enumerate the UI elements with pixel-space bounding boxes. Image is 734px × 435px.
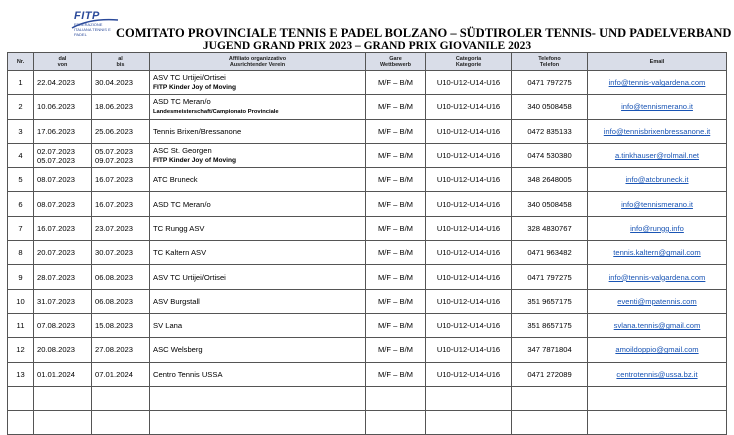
cell-phone: 347 7871804 (512, 338, 588, 362)
cell-date-to: 23.07.2023 (92, 216, 150, 240)
cell-date-from: 08.07.2023 (34, 192, 92, 216)
table-row (8, 143, 727, 167)
empty-cell (150, 411, 366, 435)
cell-phone: 351 9657175 (512, 289, 588, 313)
cell-club: ASC Welsberg (150, 338, 366, 362)
cell-club: Centro Tennis USSA (150, 362, 366, 386)
cell-gare: M/F – B/M (366, 265, 426, 289)
cell-phone: 0471 963482 (512, 241, 588, 265)
cell-date-from: 31.07.2023 (34, 289, 92, 313)
cell-club: ATC Bruneck (150, 168, 366, 192)
cell-date-to: 06.08.2023 (92, 289, 150, 313)
cell-gare: M/F – B/M (366, 338, 426, 362)
table-row (8, 313, 727, 337)
email-link[interactable]: info@tennismerano.it (621, 199, 693, 209)
cell-nr: 7 (8, 216, 34, 240)
col-nr: Nr. (8, 53, 34, 71)
cell-email (588, 241, 727, 265)
cell-nr: 6 (8, 192, 34, 216)
cell-phone: 340 0508458 (512, 192, 588, 216)
table-body (8, 71, 727, 435)
empty-cell (366, 386, 426, 410)
col-al: al bis (92, 53, 150, 71)
cell-club: SV Lana (150, 313, 366, 337)
cell-nr: 3 (8, 119, 34, 143)
empty-cell (92, 411, 150, 435)
table-row (8, 216, 727, 240)
cell-email (588, 168, 727, 192)
cell-gare: M/F – B/M (366, 119, 426, 143)
cell-category: U10-U12-U14-U16 (426, 95, 512, 119)
cell-nr: 13 (8, 362, 34, 386)
col-dal: dal von (34, 53, 92, 71)
cell-date-to: 05.07.2023 09.07.2023 (92, 143, 150, 167)
cell-category: U10-U12-U14-U16 (426, 168, 512, 192)
logo-text: FITP (74, 10, 100, 22)
cell-email (588, 119, 727, 143)
cell-date-to: 16.07.2023 (92, 192, 150, 216)
cell-gare: M/F – B/M (366, 313, 426, 337)
cell-date-from: 20.07.2023 (34, 241, 92, 265)
cell-gare: M/F – B/M (366, 192, 426, 216)
empty-cell (150, 386, 366, 410)
cell-email (588, 362, 727, 386)
cell-club: TC Rungg ASV (150, 216, 366, 240)
cell-nr: 5 (8, 168, 34, 192)
cell-date-to: 27.08.2023 (92, 338, 150, 362)
cell-gare: M/F – B/M (366, 241, 426, 265)
empty-row (8, 411, 727, 435)
cell-email (588, 338, 727, 362)
cell-date-from: 02.07.2023 05.07.2023 (34, 143, 92, 167)
cell-phone: 0472 835133 (512, 119, 588, 143)
cell-nr: 4 (8, 143, 34, 167)
empty-cell (512, 386, 588, 410)
empty-row (8, 386, 727, 410)
cell-gare: M/F – B/M (366, 216, 426, 240)
col-telefono: Telefono Telefon (512, 53, 588, 71)
col-affiliato: Affiliato organizzativo Ausrichtender Verein (150, 53, 366, 71)
email-link[interactable]: eventi@mpatennis.com (617, 296, 697, 306)
cell-club: ASC St. Georgen FITP Kinder Joy of Moving (150, 143, 366, 167)
cell-club: ASV TC Urtijei/Ortisei FITP Kinder Joy of Moving (150, 71, 366, 95)
cell-club: TC Kaltern ASV (150, 241, 366, 265)
table-row (8, 362, 727, 386)
cell-phone: 0474 530380 (512, 143, 588, 167)
cell-category: U10-U12-U14-U16 (426, 313, 512, 337)
cell-gare: M/F – B/M (366, 95, 426, 119)
col-email: Email (588, 53, 727, 71)
cell-category: U10-U12-U14-U16 (426, 71, 512, 95)
cell-email (588, 216, 727, 240)
cell-gare: M/F – B/M (366, 143, 426, 167)
email-link[interactable]: info@atcbruneck.it (625, 175, 689, 185)
cell-phone: 0471 797275 (512, 265, 588, 289)
cell-date-to: 30.04.2023 (92, 71, 150, 95)
table-row (8, 338, 727, 362)
cell-category: U10-U12-U14-U16 (426, 362, 512, 386)
cell-date-from: 01.01.2024 (34, 362, 92, 386)
tournament-table (7, 52, 727, 435)
cell-nr: 11 (8, 313, 34, 337)
email-link[interactable]: centrotennis@ussa.bz.it (616, 369, 698, 379)
email-link[interactable]: info@tennismerano.it (621, 102, 693, 112)
empty-cell (8, 386, 34, 410)
email-link[interactable]: a.tinkhauser@rolmail.net (614, 151, 700, 161)
empty-cell (426, 386, 512, 410)
cell-phone: 351 8657175 (512, 313, 588, 337)
cell-date-from: 07.08.2023 (34, 313, 92, 337)
cell-nr: 10 (8, 289, 34, 313)
empty-cell (588, 411, 727, 435)
email-link[interactable]: info@rungg.info (630, 223, 684, 233)
cell-gare: M/F – B/M (366, 289, 426, 313)
cell-email (588, 289, 727, 313)
cell-category: U10-U12-U14-U16 (426, 119, 512, 143)
email-link[interactable]: info@tennis-valgardena.com (608, 272, 706, 282)
cell-date-to: 16.07.2023 (92, 168, 150, 192)
cell-club: Tennis Brixen/Bressanone (150, 119, 366, 143)
cell-date-to: 07.01.2024 (92, 362, 150, 386)
table-row (8, 289, 727, 313)
table-row (8, 119, 727, 143)
cell-email (588, 313, 727, 337)
cell-club: ASD TC Meran/o (150, 192, 366, 216)
col-gare: Gare Wettbewerb (366, 53, 426, 71)
email-link[interactable]: info@tennisbrixenbressanone.it (603, 126, 711, 136)
table-row (8, 95, 727, 119)
email-link[interactable]: tennis.kaltern@gmail.com (613, 248, 701, 258)
cell-date-to: 25.06.2023 (92, 119, 150, 143)
empty-cell (366, 411, 426, 435)
cell-date-to: 30.07.2023 (92, 241, 150, 265)
cell-email (588, 143, 727, 167)
cell-date-from: 17.06.2023 (34, 119, 92, 143)
cell-date-from: 16.07.2023 (34, 216, 92, 240)
table-row (8, 71, 727, 95)
cell-category: U10-U12-U14-U16 (426, 143, 512, 167)
empty-cell (34, 411, 92, 435)
email-link[interactable]: info@tennis-valgardena.com (608, 78, 706, 88)
cell-phone: 340 0508458 (512, 95, 588, 119)
cell-date-to: 15.08.2023 (92, 313, 150, 337)
cell-phone: 0471 272089 (512, 362, 588, 386)
logo-subtext: FEDERAZIONE ITALIANA TENNIS E PADEL (74, 22, 111, 37)
cell-date-from: 10.06.2023 (34, 95, 92, 119)
empty-cell (8, 411, 34, 435)
cell-club: ASV Burgstall (150, 289, 366, 313)
cell-email (588, 71, 727, 95)
cell-gare: M/F – B/M (366, 71, 426, 95)
cell-nr: 12 (8, 338, 34, 362)
cell-nr: 8 (8, 241, 34, 265)
cell-club: ASV TC Urtijei/Ortisei (150, 265, 366, 289)
cell-date-from: 28.07.2023 (34, 265, 92, 289)
cell-phone: 348 2648005 (512, 168, 588, 192)
cell-email (588, 265, 727, 289)
empty-cell (512, 411, 588, 435)
col-categoria: Categoria Kategorie (426, 53, 512, 71)
table-row (8, 265, 727, 289)
email-link[interactable]: amoildoppio@gmail.com (615, 345, 699, 355)
cell-nr: 1 (8, 71, 34, 95)
cell-category: U10-U12-U14-U16 (426, 289, 512, 313)
cell-date-from: 08.07.2023 (34, 168, 92, 192)
cell-email (588, 95, 727, 119)
table-header (8, 53, 727, 71)
cell-phone: 328 4830767 (512, 216, 588, 240)
page-subtitle: JUGEND GRAND PRIX 2023 – GRAND PRIX GIOVANILE 2023 (202, 40, 532, 52)
cell-category: U10-U12-U14-U16 (426, 216, 512, 240)
cell-category: U10-U12-U14-U16 (426, 241, 512, 265)
cell-category: U10-U12-U14-U16 (426, 338, 512, 362)
cell-date-to: 06.08.2023 (92, 265, 150, 289)
email-link[interactable]: svlana.tennis@gmail.com (613, 321, 701, 331)
table-row (8, 168, 727, 192)
cell-gare: M/F – B/M (366, 168, 426, 192)
cell-date-from: 20.08.2023 (34, 338, 92, 362)
cell-category: U10-U12-U14-U16 (426, 265, 512, 289)
empty-cell (426, 411, 512, 435)
cell-nr: 9 (8, 265, 34, 289)
cell-club: ASD TC Meran/o Landesmeisterschaft/Campionato Provinciale (150, 95, 366, 119)
cell-phone: 0471 797275 (512, 71, 588, 95)
cell-category: U10-U12-U14-U16 (426, 192, 512, 216)
cell-date-from: 22.04.2023 (34, 71, 92, 95)
table-row (8, 241, 727, 265)
cell-gare: M/F – B/M (366, 362, 426, 386)
cell-date-to: 18.06.2023 (92, 95, 150, 119)
cell-email (588, 192, 727, 216)
empty-cell (588, 386, 727, 410)
cell-nr: 2 (8, 95, 34, 119)
empty-cell (34, 386, 92, 410)
page-title: COMITATO PROVINCIALE TENNIS E PADEL BOLZANO – SÜDTIROLER TENNIS- UND PADELVERBAND (116, 26, 732, 40)
empty-cell (92, 386, 150, 410)
table-row (8, 192, 727, 216)
